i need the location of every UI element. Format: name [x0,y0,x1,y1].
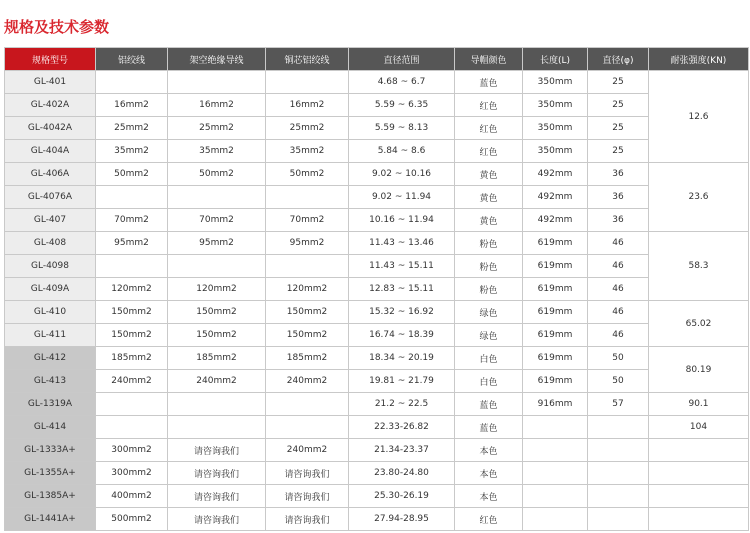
cell-tensile-strength: 65.02 [649,301,749,347]
cell-tensile-strength [649,439,749,462]
cell-diameter-range: 11.43 ~ 15.11 [349,255,455,278]
cell-cap-color: 本色 [455,439,523,462]
table-row [5,278,749,301]
cell-acsr: 25mm2 [266,117,349,140]
cell-model: GL-414 [5,416,96,439]
table-row [5,301,749,324]
cell-diameter: 46 [588,301,649,324]
cell-overhead-insulated: 150mm2 [168,324,266,347]
cell-cap-color: 红色 [455,117,523,140]
table-row [5,94,749,117]
cell-diameter: 36 [588,163,649,186]
cell-diameter-range: 5.59 ~ 6.35 [349,94,455,117]
cell-acsr: 240mm2 [266,370,349,393]
cell-length [523,508,588,531]
cell-diameter [588,485,649,508]
cell-model: GL-401 [5,71,96,94]
table-row [5,209,749,232]
table-row [5,416,749,439]
cell-tensile-strength: 23.6 [649,163,749,232]
cell-diameter-range: 23.80-24.80 [349,462,455,485]
cell-acsr: 70mm2 [266,209,349,232]
cell-acsr: 185mm2 [266,347,349,370]
cell-aluminum-strand: 400mm2 [96,485,168,508]
cell-overhead-insulated [168,393,266,416]
cell-overhead-insulated: 240mm2 [168,370,266,393]
cell-overhead-insulated: 50mm2 [168,163,266,186]
cell-model: GL-4098 [5,255,96,278]
cell-length: 619mm [523,301,588,324]
cell-model: GL-4042A [5,117,96,140]
cell-model: GL-404A [5,140,96,163]
cell-overhead-insulated: 95mm2 [168,232,266,255]
cell-acsr: 120mm2 [266,278,349,301]
cell-model: GL-410 [5,301,96,324]
cell-overhead-insulated: 请咨询我们 [168,485,266,508]
cell-length: 492mm [523,186,588,209]
header-length: 长度(L) [523,48,588,71]
cell-diameter-range: 27.94-28.95 [349,508,455,531]
cell-length: 492mm [523,209,588,232]
table-row [5,71,749,94]
cell-acsr: 请咨询我们 [266,485,349,508]
cell-model: GL-4076A [5,186,96,209]
table-row [5,347,749,370]
cell-aluminum-strand [96,71,168,94]
cell-length: 350mm [523,140,588,163]
cell-cap-color: 黄色 [455,209,523,232]
cell-overhead-insulated [168,255,266,278]
cell-aluminum-strand: 35mm2 [96,140,168,163]
cell-model: GL-407 [5,209,96,232]
cell-diameter: 46 [588,232,649,255]
cell-acsr [266,186,349,209]
cell-aluminum-strand: 16mm2 [96,94,168,117]
cell-tensile-strength [649,508,749,531]
cell-cap-color: 本色 [455,485,523,508]
cell-cap-color: 粉色 [455,278,523,301]
table-row [5,508,749,531]
cell-model: GL-408 [5,232,96,255]
table-row [5,232,749,255]
cell-diameter-range: 9.02 ~ 11.94 [349,186,455,209]
cell-cap-color: 黄色 [455,186,523,209]
cell-diameter: 50 [588,370,649,393]
cell-overhead-insulated: 150mm2 [168,301,266,324]
cell-model: GL-1385A+ [5,485,96,508]
cell-tensile-strength [649,485,749,508]
cell-cap-color: 红色 [455,508,523,531]
cell-acsr [266,255,349,278]
cell-aluminum-strand: 185mm2 [96,347,168,370]
cell-overhead-insulated: 185mm2 [168,347,266,370]
cell-model: GL-1355A+ [5,462,96,485]
cell-overhead-insulated: 请咨询我们 [168,439,266,462]
table-row [5,117,749,140]
header-cap-color: 导帽颜色 [455,48,523,71]
cell-overhead-insulated: 35mm2 [168,140,266,163]
cell-tensile-strength: 58.3 [649,232,749,301]
section-title: 规格及技术参数 [4,18,110,36]
cell-diameter-range: 12.83 ~ 15.11 [349,278,455,301]
cell-length [523,462,588,485]
cell-overhead-insulated [168,416,266,439]
cell-diameter [588,416,649,439]
header-diameter-range: 直径范围 [349,48,455,71]
cell-aluminum-strand: 95mm2 [96,232,168,255]
cell-aluminum-strand: 120mm2 [96,278,168,301]
cell-aluminum-strand: 25mm2 [96,117,168,140]
table-row [5,370,749,393]
cell-diameter-range: 19.81 ~ 21.79 [349,370,455,393]
cell-overhead-insulated: 16mm2 [168,94,266,117]
cell-overhead-insulated: 70mm2 [168,209,266,232]
cell-tensile-strength: 80.19 [649,347,749,393]
cell-diameter-range: 10.16 ~ 11.94 [349,209,455,232]
cell-aluminum-strand: 70mm2 [96,209,168,232]
cell-length: 492mm [523,163,588,186]
cell-aluminum-strand: 240mm2 [96,370,168,393]
cell-acsr: 150mm2 [266,301,349,324]
cell-cap-color: 白色 [455,347,523,370]
cell-tensile-strength: 90.1 [649,393,749,416]
cell-cap-color: 绿色 [455,301,523,324]
cell-diameter: 36 [588,186,649,209]
cell-cap-color: 本色 [455,462,523,485]
cell-overhead-insulated: 25mm2 [168,117,266,140]
cell-diameter: 25 [588,140,649,163]
cell-acsr: 50mm2 [266,163,349,186]
cell-cap-color: 白色 [455,370,523,393]
cell-length: 350mm [523,117,588,140]
cell-tensile-strength: 104 [649,416,749,439]
cell-diameter: 57 [588,393,649,416]
cell-model: GL-412 [5,347,96,370]
cell-diameter: 36 [588,209,649,232]
cell-diameter-range: 5.84 ~ 8.6 [349,140,455,163]
cell-model: GL-1319A [5,393,96,416]
cell-aluminum-strand: 150mm2 [96,324,168,347]
cell-diameter: 50 [588,347,649,370]
cell-cap-color: 绿色 [455,324,523,347]
cell-overhead-insulated [168,71,266,94]
table-header [5,48,749,71]
cell-diameter-range: 16.74 ~ 18.39 [349,324,455,347]
header-overhead-insulated: 架空绝缘导线 [168,48,266,71]
cell-diameter: 25 [588,117,649,140]
cell-cap-color: 蓝色 [455,71,523,94]
cell-length [523,416,588,439]
cell-length: 619mm [523,347,588,370]
cell-acsr: 150mm2 [266,324,349,347]
header-model: 规格型号 [5,48,96,71]
cell-diameter-range: 4.68 ~ 6.7 [349,71,455,94]
cell-aluminum-strand: 500mm2 [96,508,168,531]
cell-model: GL-411 [5,324,96,347]
cell-diameter [588,508,649,531]
cell-model: GL-406A [5,163,96,186]
cell-length: 350mm [523,71,588,94]
table-row [5,439,749,462]
cell-cap-color: 粉色 [455,232,523,255]
cell-diameter: 25 [588,94,649,117]
cell-overhead-insulated: 120mm2 [168,278,266,301]
cell-aluminum-strand [96,393,168,416]
cell-diameter-range: 21.2 ~ 22.5 [349,393,455,416]
cell-diameter-range: 18.34 ~ 20.19 [349,347,455,370]
cell-aluminum-strand [96,416,168,439]
cell-length: 916mm [523,393,588,416]
table-row [5,186,749,209]
cell-length: 350mm [523,94,588,117]
cell-acsr: 16mm2 [266,94,349,117]
cell-diameter-range: 22.33-26.82 [349,416,455,439]
cell-diameter: 46 [588,255,649,278]
cell-diameter: 46 [588,324,649,347]
header-aluminum-strand: 铝绞线 [96,48,168,71]
cell-cap-color: 黄色 [455,163,523,186]
cell-cap-color: 蓝色 [455,393,523,416]
cell-tensile-strength: 12.6 [649,71,749,163]
cell-cap-color: 红色 [455,94,523,117]
header-diameter: 直径(φ) [588,48,649,71]
cell-diameter-range: 21.34-23.37 [349,439,455,462]
cell-aluminum-strand [96,255,168,278]
cell-acsr [266,393,349,416]
cell-diameter [588,462,649,485]
table-body [5,71,749,531]
cell-length: 619mm [523,232,588,255]
spec-table [4,47,749,531]
cell-model: GL-413 [5,370,96,393]
header-tensile-strength: 耐张强度(KN) [649,48,749,71]
cell-diameter [588,439,649,462]
cell-model: GL-1441A+ [5,508,96,531]
cell-tensile-strength [649,462,749,485]
table-row [5,324,749,347]
cell-diameter: 25 [588,71,649,94]
cell-acsr [266,71,349,94]
cell-length [523,485,588,508]
cell-diameter-range: 5.59 ~ 8.13 [349,117,455,140]
cell-diameter: 46 [588,278,649,301]
cell-aluminum-strand [96,186,168,209]
cell-acsr: 请咨询我们 [266,462,349,485]
cell-aluminum-strand: 300mm2 [96,439,168,462]
cell-diameter-range: 15.32 ~ 16.92 [349,301,455,324]
cell-aluminum-strand: 300mm2 [96,462,168,485]
cell-length [523,439,588,462]
cell-aluminum-strand: 150mm2 [96,301,168,324]
cell-diameter-range: 11.43 ~ 13.46 [349,232,455,255]
cell-cap-color: 红色 [455,140,523,163]
cell-acsr: 240mm2 [266,439,349,462]
cell-model: GL-1333A+ [5,439,96,462]
header-acsr: 铜芯铝绞线 [266,48,349,71]
table-row [5,393,749,416]
cell-acsr: 35mm2 [266,140,349,163]
cell-aluminum-strand: 50mm2 [96,163,168,186]
cell-cap-color: 粉色 [455,255,523,278]
table-row [5,255,749,278]
cell-overhead-insulated: 请咨询我们 [168,508,266,531]
cell-overhead-insulated [168,186,266,209]
cell-length: 619mm [523,255,588,278]
cell-cap-color: 蓝色 [455,416,523,439]
header-row [5,48,749,71]
cell-acsr [266,416,349,439]
table-row [5,163,749,186]
cell-length: 619mm [523,324,588,347]
cell-diameter-range: 9.02 ~ 10.16 [349,163,455,186]
table-row [5,462,749,485]
cell-acsr: 请咨询我们 [266,508,349,531]
table-row [5,485,749,508]
cell-overhead-insulated: 请咨询我们 [168,462,266,485]
cell-length: 619mm [523,278,588,301]
cell-acsr: 95mm2 [266,232,349,255]
table-row [5,140,749,163]
cell-length: 619mm [523,370,588,393]
cell-model: GL-402A [5,94,96,117]
cell-model: GL-409A [5,278,96,301]
cell-diameter-range: 25.30-26.19 [349,485,455,508]
